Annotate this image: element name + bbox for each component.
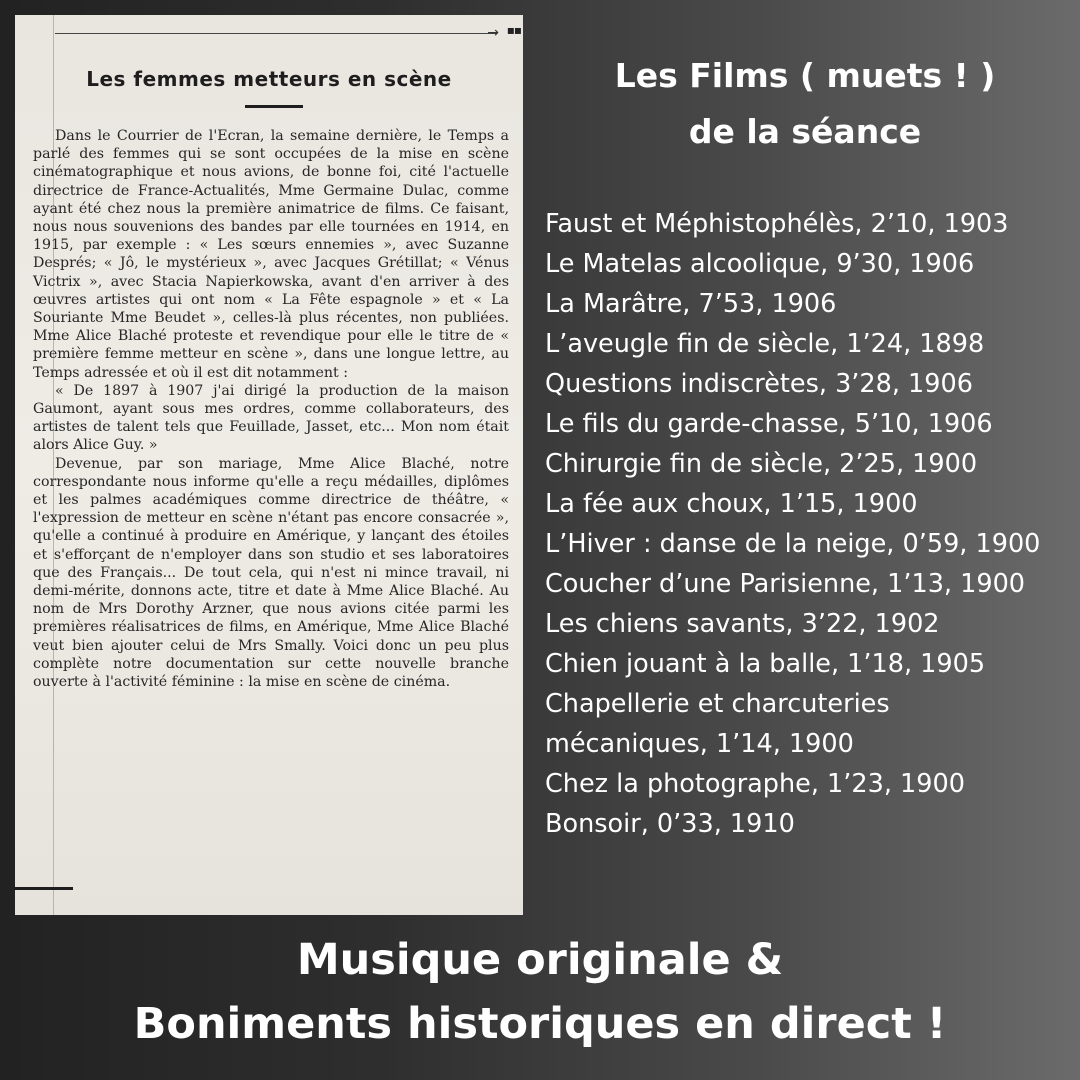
film-item: L’aveugle fin de siècle, 1’24, 1898 [545,329,985,359]
film-item: Chirurgie fin de siècle, 2’25, 1900 [545,449,978,479]
corner-mark-icon: ▪▪ [506,23,521,37]
film-item: La fée aux choux, 1’15, 1900 [545,489,918,519]
clipping-divider-bottom [15,887,73,890]
clipping-title: Les femmes metteurs en scène [86,67,452,91]
film-item: Chez la photographe, 1’23, 1900 [545,769,965,799]
film-item: Questions indiscrètes, 3’28, 1906 [545,369,973,399]
newspaper-clipping [15,15,523,915]
footer-banner [0,928,1080,1056]
clipping-body [33,127,509,691]
film-item: La Marâtre, 7’53, 1906 [545,289,837,319]
footer-line1: Musique originale & [296,935,784,985]
clipping-divider-top [245,105,303,108]
arrow-right-icon: → [487,25,499,41]
film-list [545,204,1065,844]
clipping-top-rule [55,33,497,34]
films-heading-line2: de la séance [688,112,922,151]
film-item: L’Hiver : danse de la neige, 0’59, 1900 [545,529,1041,559]
film-item: Faust et Méphistophélès, 2’10, 1903 [545,209,1009,239]
films-heading [560,48,1050,160]
film-item: Le Matelas alcoolique, 9’30, 1906 [545,249,975,279]
clipping-paragraph: Dans le Courrier de l'Ecran, la semaine dernière, le Temps a parlé des femmes qui se sont occupées de la mise en scène cinématographique et nous avions, de bonne foi, cité l'actuelle directrice de France-Actualités, Mme Germaine Dulac, comme ayant été chez nous la première animatrice de films. Ce faisant, nous nous souvenions des bandes par elle tournées en 1914, en 1915, par exemple : « Les sœurs ennemies », avec Suzanne Després; « Jô, le mystérieux », avec Jacques Grétillat; « Vénus Victrix », avec Stacia Napierkowska, avant d'en arriver à des œuvres artistes qui ont nom « La Fête espagnole » et « La Souriante Mme Beudet », celles-là plus récentes, non publiées. Mme Alice Blaché proteste et revendique pour elle le titre de « première femme metteur en scène », dans une longue lettre, au Temps adressée et où il est dit notamment : [33,128,509,381]
film-item: Bonsoir, 0’33, 1910 [545,809,795,839]
film-item: Coucher d’une Parisienne, 1’13, 1900 [545,569,1026,599]
clipping-paragraph: « De 1897 à 1907 j'ai dirigé la production de la maison Gaumont, ayant sous mes ordres, comme collaborateurs, des artistes de talent tels que Feuillade, Jasset, etc... Mon nom était alors Alice Guy. » [33,382,509,454]
films-heading-line1: Les Films ( muets ! ) [614,56,996,95]
film-item: Chien jouant à la balle, 1’18, 1905 [545,649,986,679]
film-item: Chapellerie et charcuteries mécaniques, 1’14, 1900 [545,689,890,759]
film-item: Le fils du garde-chasse, 5’10, 1906 [545,409,993,439]
film-item: Les chiens savants, 3’22, 1902 [545,609,940,639]
footer-line2: Boniments historiques en direct ! [133,999,947,1049]
clipping-paragraph: Devenue, par son mariage, Mme Alice Blaché, notre correspondante nous informe qu'elle a reçu médailles, diplômes et les palmes académiques comme directrice de théâtre, « l'expression de metteur en scène n'étant pas encore consacrée », qu'elle a continué à produire en Amérique, y lançant des étoiles et s'efforçant de n'employer dans son studio et ses laboratoires que des Français... De tout cela, qui n'est ni mince travail, ni demi-mérite, donnons acte, titre et date à Mme Alice Blaché. Au nom de Mrs Dorothy Arzner, que nous avions citée parmi les premières réalisatrices de films, en Amérique, Mme Alice Blaché veut bien ajouter celui de Mrs Smally. Voici donc un peu plus complète notre documentation sur cette nouvelle branche ouverte à l'activité féminine : la mise en scène de cinéma. [33,455,509,691]
